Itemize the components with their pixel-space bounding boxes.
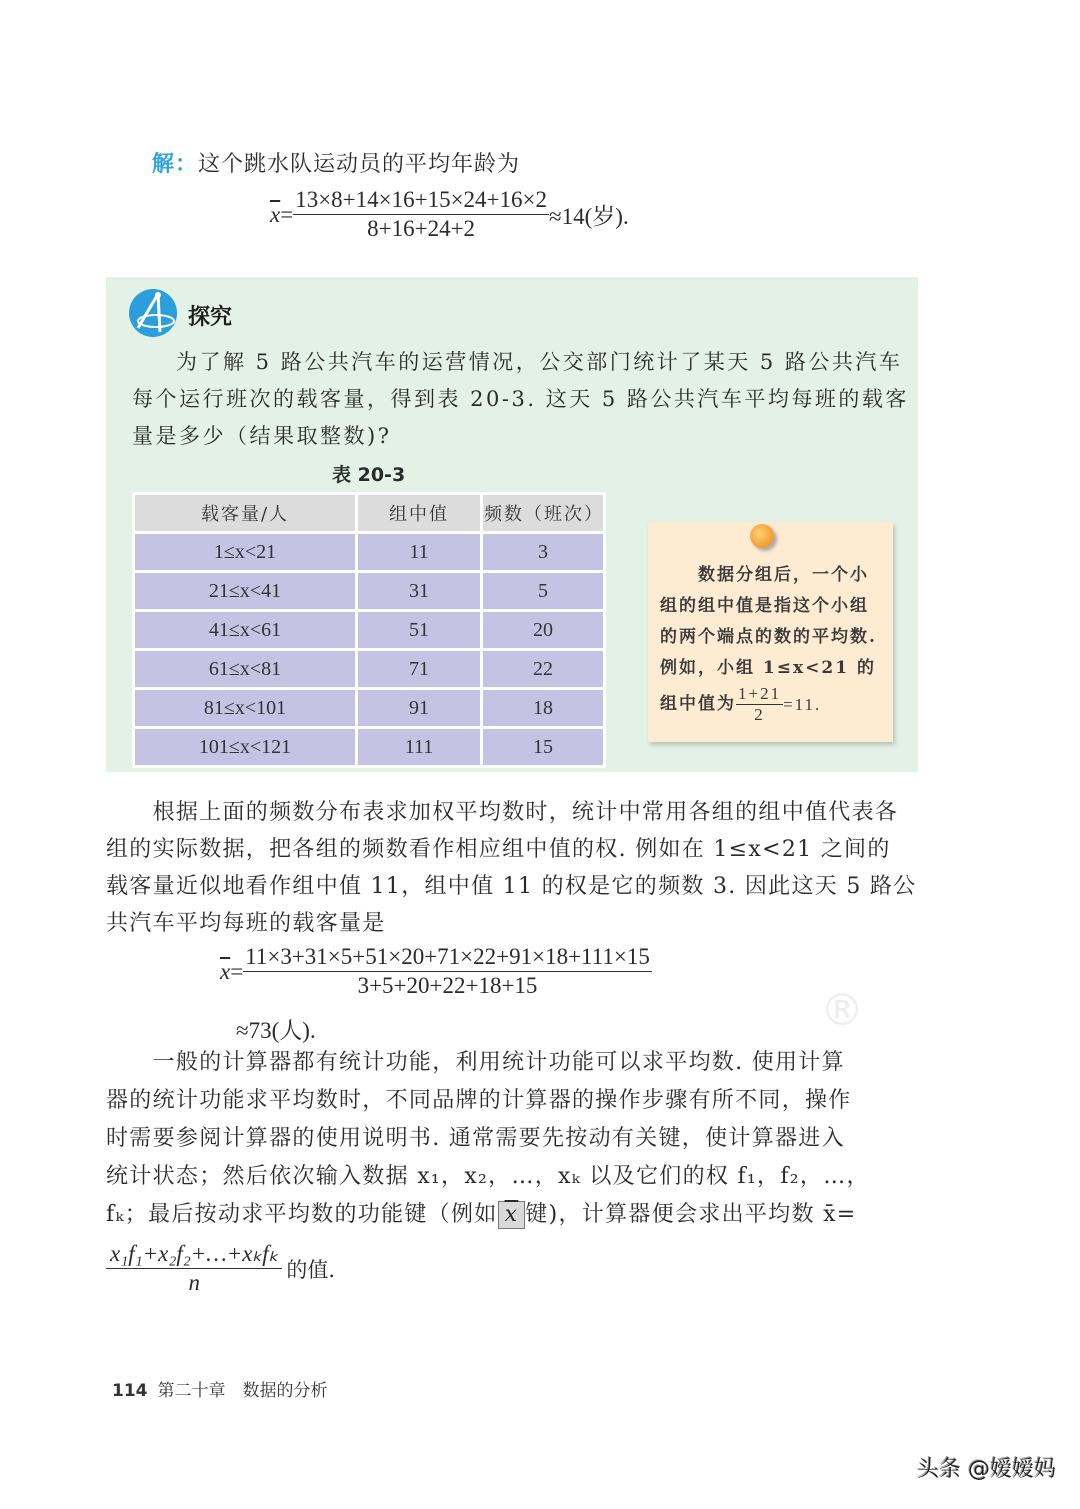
page-footer (112, 1376, 328, 1401)
col-header-frequency: 频数（班次） (483, 495, 603, 531)
col-header-load: 载客量/人 (135, 495, 355, 531)
frequency-table (132, 492, 606, 768)
bus-formula: $\overline{x}$ = $\frac{11\times 3+31\times 5+51\times 20+71\times 22+91\times 18+111\times 15}{3+5+20+22+18+15}$ (220, 944, 650, 998)
explore-header (128, 288, 232, 342)
watermark: 头条 @嫒嫒妈 (917, 1457, 1056, 1482)
mean-symbol: $\overline{x}$ (270, 201, 281, 227)
compass-icon (128, 288, 178, 342)
fraction: $\frac{11\times 3+31\times 5+51\times 20+71\times 22+91\times 18+111\times 15}{3+5+20+22+18+15}$ (245, 944, 650, 998)
table-row: 1≤x<21 11 3 (135, 534, 603, 570)
page-number: 114 (112, 1381, 148, 1401)
note-fraction: $\frac{1+21}{2}$ (738, 684, 782, 724)
table-row: 21≤x<41 31 5 (135, 573, 603, 609)
col-header-midpoint: 组中值 (358, 495, 480, 531)
solution-text: 这个跳水队运动员的平均年龄为 (198, 152, 521, 177)
solution-label: 解： (152, 152, 199, 177)
mean-symbol: $\overline{x}$ (220, 958, 231, 984)
body-paragraph-2: 一般的计算器都有统计功能，利用统计功能可以求平均数. 使用计算 器的统计功能求平均数时，不同品牌的计算器的操作步骤有所不同，操作 时需要参阅计算器的使用说明书. 通常需要先按动有关键，使计算器进入 统计状态；然后依次输入数据 x₁，x₂，…，xₖ 以及它们的权 f₁，f₂，…， fₖ；最后按动求平均数的功能键（例如 $\overline{x}$ 键)，计算器便会求出平均数 x̄= (106, 1050, 870, 1227)
table-row: 41≤x<61 51 20 (135, 612, 603, 648)
bus-formula-result: ≈73(人). (236, 1018, 316, 1043)
body-paragraph-1: 根据上面的频数分布表求加权平均数时，统计中常用各组的组中值代表各 组的实际数据，把各组的频数看作相应组中值的权. 例如在 1≤x<21 之间的 载客量近似地看作组中值 11，组中值 11 的权是它的频数 3. 因此这天 5 路公 共汽车平均每班的载客量是 (106, 800, 917, 936)
fraction: $\frac{\text{x₁f₁+x₂f₂+…+xₖfₖ}}{n}$ (106, 1240, 282, 1297)
chapter-title: 第二十章 数据的分析 (157, 1381, 328, 1401)
solution-formula: $\overline{x}$ = $\frac{13\times 8+14\times 16+15\times 24+16\times 2}{8+16+24+2}$ ≈14(岁). (270, 187, 629, 241)
formula-result: ≈14(岁). (549, 204, 629, 229)
sticky-note: 数据分组后，一个小 组的组中值是指这个小组 的两个端点的数的平均数. 例如，小组 1≤x<21 的 组中值为 $\frac{1+21}{2}$ =11. (648, 522, 893, 742)
fraction: $\frac{13\times 8+14\times 16+15\times 24+16\times 2}{8+16+24+2}$ (295, 187, 548, 241)
solution-line (152, 146, 520, 183)
explore-paragraph: 为了解 5 路公共汽车的运营情况，公交部门统计了某天 5 路公共汽车 每个运行班次的载客量，得到表 20-3. 这天 5 路公共汽车平均每班的载客 量是多少（结果取整数)? (132, 350, 909, 448)
table-row: 101≤x<121 111 15 (135, 729, 603, 765)
table-row: 81≤x<101 91 18 (135, 690, 603, 726)
mean-key-icon: $\overline{x}$ (498, 1201, 526, 1229)
registered-mark: ® (820, 985, 864, 1036)
table-row: 61≤x<81 71 22 (135, 651, 603, 687)
pushpin-icon (750, 524, 774, 548)
weighted-mean-formula: $\frac{\text{x₁f₁+x₂f₂+…+xₖfₖ}}{n}$ 的值. (106, 1240, 335, 1297)
table-caption: 表 20-3 (332, 464, 406, 486)
explore-title: 探究 (188, 304, 233, 330)
